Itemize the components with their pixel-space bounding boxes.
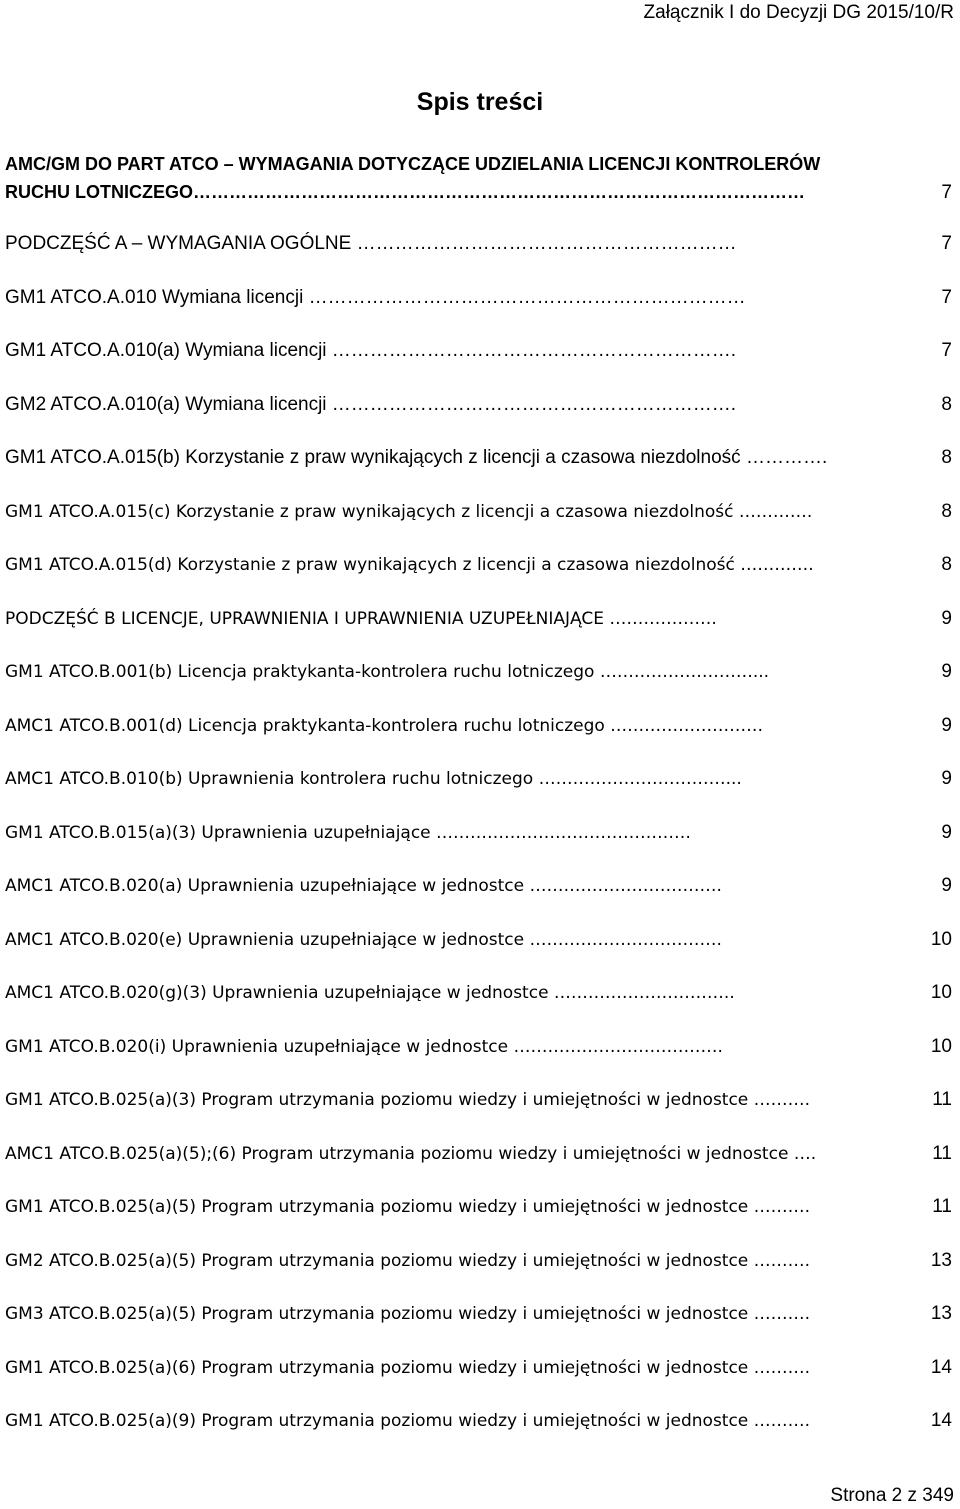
toc-entry-page: 7: [941, 233, 952, 254]
toc-entry-page: 7: [941, 287, 952, 308]
toc-entry[interactable]: [5, 553, 952, 577]
toc-entry[interactable]: [5, 1142, 952, 1166]
toc-entry-text-line2: RUCHU LOTNICZEGO…………………………………………………………………………………………: [5, 182, 805, 202]
toc-entry-text: GM1 ATCO.A.010 Wymiana licencji ……………………………………………………………: [5, 287, 746, 308]
toc-entry-text: AMC1 ATCO.B.025(a)(5);(6) Program utrzymania poziomu wiedzy i umiejętności w jednostce ….: [5, 1144, 817, 1164]
toc-entry-text: PODCZĘŚĆ A – WYMAGANIA OGÓLNE ……………………………………………………: [5, 233, 737, 254]
toc-entry-page: 10: [930, 982, 952, 1003]
toc-entry[interactable]: [5, 1088, 952, 1112]
toc-entry[interactable]: [5, 393, 952, 417]
toc-entry-page: 11: [932, 1196, 952, 1217]
toc-entry-page: 9: [941, 768, 952, 789]
toc-entry-page: 7: [941, 340, 952, 361]
toc-entry-page: 13: [930, 1250, 952, 1271]
toc-entry-text: GM1 ATCO.B.025(a)(3) Program utrzymania poziomu wiedzy i umiejętności w jednostce ……….: [5, 1090, 811, 1110]
toc-entry[interactable]: [5, 286, 952, 310]
toc-entry[interactable]: [5, 928, 952, 952]
toc-entry-page: 8: [941, 554, 952, 575]
toc-entry-text: AMC1 ATCO.B.020(a) Uprawnienia uzupełniające w jednostce …………………………….: [5, 876, 722, 896]
toc-entry[interactable]: [5, 446, 952, 470]
toc-entry-text: GM2 ATCO.B.025(a)(5) Program utrzymania poziomu wiedzy i umiejętności w jednostce ……….: [5, 1251, 811, 1271]
toc-entry-page: 14: [930, 1410, 952, 1431]
toc-entry-text: GM1 ATCO.A.015(c) Korzystanie z praw wynikających z licencji a czasowa niezdolność ………….: [5, 502, 813, 522]
toc-entry-page: 13: [930, 1303, 952, 1324]
toc-entry[interactable]: [5, 232, 952, 256]
toc-entry[interactable]: [5, 1195, 952, 1219]
toc-entry-page: 9: [941, 875, 952, 896]
toc-entry[interactable]: [5, 1409, 952, 1433]
toc-title: Spis treści: [416, 88, 544, 116]
toc-entry-page: 11: [932, 1143, 952, 1164]
toc-entry-page: 7: [941, 182, 952, 203]
header-reference: Załącznik I do Decyzji DG 2015/10/R: [643, 2, 954, 23]
toc-entry[interactable]: [5, 1302, 952, 1326]
toc-entry-page: 8: [941, 447, 952, 468]
toc-entry-text: GM1 ATCO.B.001(b) Licencja praktykanta-kontrolera ruchu lotniczego ………………………...: [5, 662, 770, 682]
toc-entry[interactable]: [5, 821, 952, 845]
toc-entry-text: AMC1 ATCO.B.001(d) Licencja praktykanta-kontrolera ruchu lotniczego ………………………: [5, 716, 764, 736]
toc-entry-text-line1: AMC/GM DO PART ATCO – WYMAGANIA DOTYCZĄCE UDZIELANIA LICENCJI KONTROLERÓW: [5, 154, 821, 174]
toc-entry-page: 9: [941, 822, 952, 843]
toc-entry-text: GM3 ATCO.B.025(a)(5) Program utrzymania poziomu wiedzy i umiejętności w jednostce ……….: [5, 1304, 811, 1324]
toc-entry[interactable]: [5, 767, 952, 791]
toc-entry-text: GM1 ATCO.A.010(a) Wymiana licencji ……………………………………………………….: [5, 340, 737, 361]
toc-entry-text: AMC1 ATCO.B.010(b) Uprawnienia kontrolera ruchu lotniczego ……………………………...: [5, 769, 742, 789]
toc-entry-text: GM1 ATCO.B.025(a)(5) Program utrzymania poziomu wiedzy i umiejętności w jednostce ……….: [5, 1197, 811, 1217]
toc-entry-page: 8: [941, 394, 952, 415]
toc-entry-text: GM1 ATCO.A.015(d) Korzystanie z praw wynikających z licencji a czasowa niezdolność ………….: [5, 555, 814, 575]
page-footer: Strona 2 z 349: [830, 1485, 954, 1506]
toc-entry-text: PODCZĘŚĆ B LICENCJE, UPRAWNIENIA I UPRAWNIENIA UZUPEŁNIAJĄCE ……………….: [5, 609, 717, 629]
toc-entry-page: 8: [941, 501, 952, 522]
toc-entry-page: 11: [932, 1089, 952, 1110]
toc-entry-page: 10: [930, 1036, 952, 1057]
toc-entry[interactable]: [5, 339, 952, 363]
toc-entry[interactable]: [5, 874, 952, 898]
toc-entry[interactable]: [5, 981, 952, 1005]
toc-entry[interactable]: [5, 150, 952, 207]
toc-entry-text: GM2 ATCO.A.010(a) Wymiana licencji ……………………………………………………….: [5, 394, 737, 415]
toc-entry-page: 9: [941, 715, 952, 736]
toc-entry-text: AMC1 ATCO.B.020(e) Uprawnienia uzupełniające w jednostce …………………………….: [5, 930, 722, 950]
toc-entry[interactable]: [5, 714, 952, 738]
toc-entry[interactable]: [5, 500, 952, 524]
toc-entry-page: 9: [941, 661, 952, 682]
toc-entry[interactable]: [5, 1249, 952, 1273]
toc-entry[interactable]: [5, 1035, 952, 1059]
toc-entry-text: GM1 ATCO.B.025(a)(6) Program utrzymania poziomu wiedzy i umiejętności w jednostce ……….: [5, 1358, 811, 1378]
toc-entry[interactable]: [5, 607, 952, 631]
toc-entry-text: GM1 ATCO.B.025(a)(9) Program utrzymania poziomu wiedzy i umiejętności w jednostce ……….: [5, 1411, 811, 1431]
toc-entry[interactable]: [5, 660, 952, 684]
toc-entry-text: AMC1 ATCO.B.020(g)(3) Uprawnienia uzupełniające w jednostce …………………………..: [5, 983, 735, 1003]
toc-entry-page: 9: [941, 608, 952, 629]
toc-entry-text: GM1 ATCO.B.020(i) Uprawnienia uzupełniające w jednostce ……………………………….: [5, 1037, 723, 1057]
toc-entry-page: 10: [930, 929, 952, 950]
toc-entry-page: 14: [930, 1357, 952, 1378]
toc-entry-text: GM1 ATCO.A.015(b) Korzystanie z praw wynikających z licencji a czasowa niezdolność ………….: [5, 447, 828, 468]
toc-entry[interactable]: [5, 1356, 952, 1380]
toc-entry-text: GM1 ATCO.B.015(a)(3) Uprawnienia uzupełniające ………………………………………: [5, 823, 692, 843]
